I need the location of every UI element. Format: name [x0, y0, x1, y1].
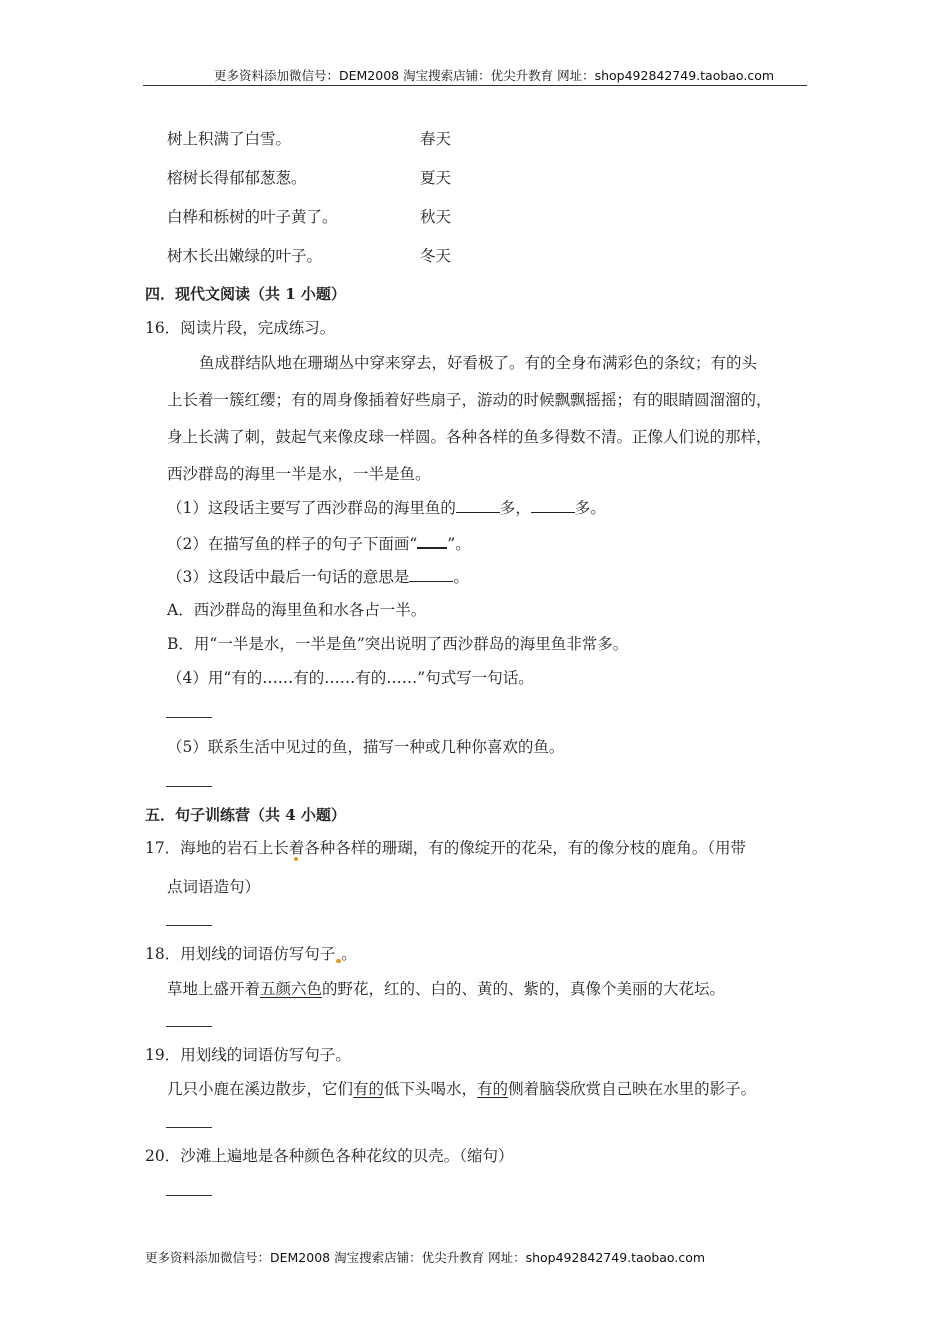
match-left-2: 榕树长得郁郁葱葱。 [167, 169, 307, 187]
match-left-3: 白桦和栎树的叶子黄了。 [167, 208, 338, 226]
q19-underlined-word-2: 有的 [477, 1080, 509, 1098]
q16-blank-2[interactable] [531, 497, 575, 513]
q19-stem: 19．用划线的词语仿写句子。 [145, 1046, 351, 1064]
page-footer: 更多资料添加微信号：DEM2008 淘宝搜索店铺：优尖升教育 网址：shop492842749.taobao.com [145, 1250, 706, 1265]
match-right-1: 春天 [420, 130, 452, 148]
q17-answer-line[interactable] [166, 925, 212, 926]
q16-blank-3[interactable] [409, 566, 453, 582]
q16-passage-line-3: 身上长满了刺，鼓起气来像皮球一样圆。各种各样的鱼多得数不清。正像人们说的那样， [167, 428, 772, 446]
q17-dotted-word: 着 [288, 839, 305, 857]
q16-part-1: （1）这段话主要写了西沙群岛的海里鱼的 多， 多。 [167, 499, 606, 517]
q18-answer-line[interactable] [166, 1026, 212, 1027]
q16-blank-1[interactable] [456, 497, 500, 513]
match-left-1: 树上积满了白雪。 [167, 130, 292, 148]
q19-answer-line[interactable] [166, 1127, 212, 1128]
section-4-title: 四．现代文阅读（共 1 小题） [145, 285, 346, 303]
q17-stem: 17．海地的岩石上长着各种各样的珊瑚，有的像绽开的花朵，有的像分枝的鹿角。（用带 [145, 839, 747, 857]
match-right-2: 夏天 [420, 169, 452, 187]
q16-part-4: （4）用“有的……有的……有的……”句式写一句话。 [167, 669, 534, 687]
q16-stem: 16．阅读片段，完成练习。 [145, 319, 336, 337]
q16-answer-line-5[interactable] [166, 786, 212, 787]
match-left-4: 树木长出嫩绿的叶子。 [167, 247, 323, 265]
section-5-title: 五．句子训练营（共 4 小题） [145, 806, 346, 824]
q18-stem: 18．用划线的词语仿写句子 。 [145, 945, 357, 963]
q16-answer-line-4[interactable] [166, 717, 212, 718]
q19-sentence: 几只小鹿在溪边散步，它们有的低下头喝水，有的侧着脑袋欣赏自己映在水里的影子。 [167, 1080, 757, 1098]
q16-passage-line-4: 西沙群岛的海里一半是水，一半是鱼。 [167, 465, 431, 483]
q20-stem: 20．沙滩上遍地是各种颜色各种花纹的贝壳。（缩句） [145, 1147, 514, 1165]
q20-answer-line[interactable] [166, 1195, 212, 1196]
q16-option-b[interactable]: B．用“一半是水，一半是鱼”突出说明了西沙群岛的海里鱼非常多。 [167, 635, 629, 653]
q16-passage-line-1: 鱼成群结队地在珊瑚丛中穿来穿去，好看极了。有的全身布满彩色的条纹；有的头 [199, 354, 758, 372]
q18-underlined-word: 五颜六色 [260, 980, 323, 998]
page-header: 更多资料添加微信号：DEM2008 淘宝搜索店铺：优尖升教育 网址：shop492842749.taobao.com [214, 68, 775, 83]
q16-underline-sample [417, 532, 447, 549]
q19-underlined-word-1: 有的 [353, 1080, 385, 1098]
match-right-4: 冬天 [420, 247, 452, 265]
q16-part-2: （2）在描写鱼的样子的句子下面画“ ”。 [167, 532, 471, 554]
q16-part-3: （3）这段话中最后一句话的意思是 。 [167, 568, 469, 586]
q16-passage-line-2: 上长着一簇红缨；有的周身像插着好些扇子，游动的时候飘飘摇摇；有的眼睛圆溜溜的， [167, 391, 772, 409]
q17-stem-line-2: 点词语造句） [167, 878, 261, 896]
header-divider [143, 85, 807, 86]
q16-option-a[interactable]: A．西沙群岛的海里鱼和水各占一半。 [167, 601, 427, 619]
match-right-3: 秋天 [420, 208, 452, 226]
q18-sentence: 草地上盛开着五颜六色的野花，红的、白的、黄的、紫的，真像个美丽的大花坛。 [167, 980, 726, 998]
q16-part-5: （5）联系生活中见过的鱼，描写一种或几种你喜欢的鱼。 [167, 738, 565, 756]
